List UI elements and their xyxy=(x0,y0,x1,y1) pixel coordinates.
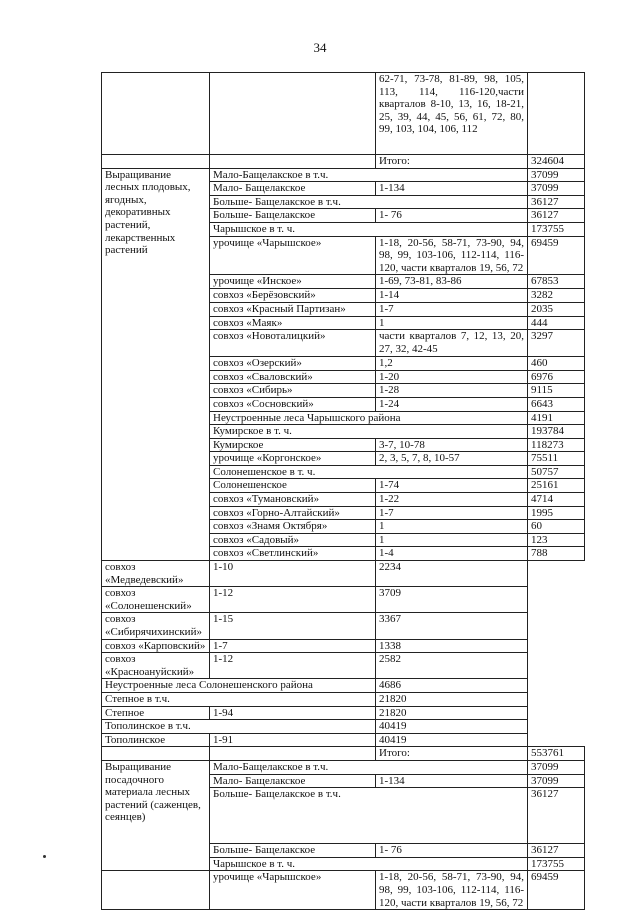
object-name-cell: совхоз «Светлинский» xyxy=(210,547,376,561)
section-name-cell: Выращивание посадочного материала лесных растений (саженцев, сеянцев) xyxy=(102,760,210,870)
quarters-cell: части кварталов 7, 12, 13, 20, 27, 32, 42-45 xyxy=(376,330,528,357)
quarters-cell: 1-69, 73-81, 83-86 xyxy=(376,275,528,289)
object-name-cell: совхоз «Берёзовский» xyxy=(210,289,376,303)
quarters-cell: 1-18, 20-56, 58-71, 73-90, 94, 98, 99, 103-106, 112-114, 116-120, части кварталов 19, 56, 72 xyxy=(376,236,528,275)
section-cell xyxy=(102,871,210,910)
object-name-cell: Тополинское в т.ч. xyxy=(102,720,376,734)
area-cell: 1338 xyxy=(376,639,528,653)
table-row xyxy=(102,613,585,639)
quarters-cell: 1-7 xyxy=(210,639,376,653)
object-name-cell: совхоз «Сосновский» xyxy=(210,397,376,411)
area-cell: 6643 xyxy=(528,397,585,411)
area-cell: 2582 xyxy=(376,653,528,679)
table-row xyxy=(102,871,585,910)
area-cell: 173755 xyxy=(528,857,585,871)
quarters-cell: 62-71, 73-78, 81-89, 98, 105, 113, 114, 116-120,части кварталов 8-10, 13, 16, 18-21, 25, 39, 44, 45, 56, 61, 72, 80, 99, 103, 104, 106, 112 xyxy=(376,73,528,155)
total-value: 324604 xyxy=(528,155,585,169)
object-name-cell: Больше- Бащелакское xyxy=(210,844,376,858)
quarters-cell: 1-18, 20-56, 58-71, 73-90, 94, 98, 99, 103-106, 112-114, 116-120, части кварталов 19, 56, 72 xyxy=(376,871,528,910)
table-row xyxy=(102,155,585,169)
object-name-cell: совхоз «Маяк» xyxy=(210,316,376,330)
table-row xyxy=(102,679,585,693)
quarters-cell: 1-22 xyxy=(376,493,528,507)
area-cell: 444 xyxy=(528,316,585,330)
object-name-cell: совхоз «Солонешенский» xyxy=(102,587,210,613)
object-name-cell: Степное xyxy=(102,706,210,720)
table-row xyxy=(102,73,585,155)
object-name-cell: Чарышское в т. ч. xyxy=(210,222,528,236)
total-label: Итого: xyxy=(376,747,528,761)
area-cell: 4191 xyxy=(528,411,585,425)
object-name-cell: урочище «Чарышское» xyxy=(210,871,376,910)
area-cell: 40419 xyxy=(376,733,528,747)
table-row xyxy=(102,720,585,734)
area-cell: 21820 xyxy=(376,706,528,720)
object-name-cell: Кумирское в т. ч. xyxy=(210,425,528,439)
object-name-cell: совхоз «Знамя Октября» xyxy=(210,520,376,534)
area-cell: 173755 xyxy=(528,222,585,236)
area-cell: 9115 xyxy=(528,384,585,398)
object-name-cell: Степное в т.ч. xyxy=(102,692,376,706)
quarters-cell: 1 xyxy=(376,520,528,534)
quarters-cell: 1-7 xyxy=(376,506,528,520)
table-row xyxy=(102,561,585,587)
area-cell: 69459 xyxy=(528,236,585,275)
quarters-cell: 1,2 xyxy=(376,357,528,371)
area-cell: 75511 xyxy=(528,452,585,466)
total-label: Итого: xyxy=(376,155,528,169)
area-cell: 21820 xyxy=(376,692,528,706)
object-name-cell: Больше- Бащелакское xyxy=(210,209,376,223)
quarters-cell: 1-10 xyxy=(210,561,376,587)
area-cell xyxy=(528,73,585,155)
quarters-cell: 1-7 xyxy=(376,302,528,316)
object-name-cell: Солонешенское xyxy=(210,479,376,493)
object-name-cell: совхоз «Горно-Алтайский» xyxy=(210,506,376,520)
section-cell xyxy=(102,73,210,155)
area-cell: 3709 xyxy=(376,587,528,613)
quarters-cell: 1-94 xyxy=(210,706,376,720)
quarters-cell: 3-7, 10-78 xyxy=(376,438,528,452)
object-name-cell: Солонешенское в т. ч. xyxy=(210,465,528,479)
area-cell: 67853 xyxy=(528,275,585,289)
table-row xyxy=(102,168,585,182)
quarters-cell: 1-28 xyxy=(376,384,528,398)
area-cell: 3367 xyxy=(376,613,528,639)
object-name-cell: совхоз «Сваловский» xyxy=(210,370,376,384)
object-name-cell: Мало-Бащелакское в т.ч. xyxy=(210,760,528,774)
area-cell: 50757 xyxy=(528,465,585,479)
section-cell xyxy=(102,747,210,761)
quarters-cell: 1-24 xyxy=(376,397,528,411)
area-cell: 4714 xyxy=(528,493,585,507)
area-cell: 6976 xyxy=(528,370,585,384)
object-name-cell: совхоз «Сибирь» xyxy=(210,384,376,398)
area-cell: 37099 xyxy=(528,774,585,788)
quarters-cell: 1-20 xyxy=(376,370,528,384)
object-name-cell: Неустроенные леса Солонешенского района xyxy=(102,679,376,693)
area-cell: 3297 xyxy=(528,330,585,357)
table-row xyxy=(102,747,585,761)
area-cell: 3282 xyxy=(528,289,585,303)
table-row xyxy=(102,653,585,679)
area-cell: 118273 xyxy=(528,438,585,452)
area-cell: 69459 xyxy=(528,871,585,910)
page-number: 34 xyxy=(313,40,327,55)
quarters-cell: 1-14 xyxy=(376,289,528,303)
object-name-cell: совхоз «Карповский» xyxy=(102,639,210,653)
section-cell xyxy=(102,155,210,169)
page-mark xyxy=(43,855,46,858)
object-name-cell: совхоз «Озерский» xyxy=(210,357,376,371)
area-cell: 2035 xyxy=(528,302,585,316)
object-name-cell xyxy=(210,747,376,761)
object-name-cell: Мало-Бащелакское в т.ч. xyxy=(210,168,528,182)
area-cell: 60 xyxy=(528,520,585,534)
object-name-cell: совхоз «Красный Партизан» xyxy=(210,302,376,316)
object-name-cell xyxy=(210,155,376,169)
object-name-cell: урочище «Коргонское» xyxy=(210,452,376,466)
object-name-cell: совхоз «Садовый» xyxy=(210,533,376,547)
object-name-cell: совхоз «Тумановский» xyxy=(210,493,376,507)
quarters-cell: 1-91 xyxy=(210,733,376,747)
area-cell: 37099 xyxy=(528,168,585,182)
object-name-cell: Кумирское xyxy=(210,438,376,452)
object-name-cell xyxy=(210,73,376,155)
quarters-cell: 1- 76 xyxy=(376,844,528,858)
quarters-cell: 1-74 xyxy=(376,479,528,493)
quarters-cell: 1- 76 xyxy=(376,209,528,223)
area-cell: 36127 xyxy=(528,195,585,209)
quarters-cell: 1-4 xyxy=(376,547,528,561)
area-cell: 36127 xyxy=(528,844,585,858)
object-name-cell: совхоз «Сибирячихинский» xyxy=(102,613,210,639)
object-name-cell: Больше- Бащелакское в т.ч. xyxy=(210,195,528,209)
area-cell: 193784 xyxy=(528,425,585,439)
area-cell: 4686 xyxy=(376,679,528,693)
quarters-cell: 1-15 xyxy=(210,613,376,639)
area-cell: 36127 xyxy=(528,209,585,223)
object-name-cell: Больше- Бащелакское в т.ч. xyxy=(210,788,528,844)
total-value: 553761 xyxy=(528,747,585,761)
quarters-cell: 1-12 xyxy=(210,653,376,679)
quarters-cell: 1-134 xyxy=(376,774,528,788)
table-row xyxy=(102,692,585,706)
quarters-cell: 1-134 xyxy=(376,182,528,196)
table-row xyxy=(102,706,585,720)
object-name-cell: совхоз «Новоталицкий» xyxy=(210,330,376,357)
area-cell: 40419 xyxy=(376,720,528,734)
area-cell: 788 xyxy=(528,547,585,561)
area-cell: 36127 xyxy=(528,788,585,844)
quarters-cell: 1 xyxy=(376,533,528,547)
table-row xyxy=(102,760,585,774)
object-name-cell: Тополинское xyxy=(102,733,210,747)
area-cell: 1995 xyxy=(528,506,585,520)
object-name-cell: урочище «Чарышское» xyxy=(210,236,376,275)
area-cell: 2234 xyxy=(376,561,528,587)
table-row xyxy=(102,639,585,653)
object-name-cell: урочище «Инское» xyxy=(210,275,376,289)
area-cell: 37099 xyxy=(528,182,585,196)
area-cell: 460 xyxy=(528,357,585,371)
table-row xyxy=(102,733,585,747)
table-body xyxy=(102,73,585,910)
section-name-cell: Выращивание лесных плодовых, ягодных, декоративных растений, лекарственных растений xyxy=(102,168,210,560)
object-name-cell: совхоз «Красноануйский» xyxy=(102,653,210,679)
object-name-cell: Мало- Бащелакское xyxy=(210,774,376,788)
area-cell: 25161 xyxy=(528,479,585,493)
quarters-cell: 2, 3, 5, 7, 8, 10-57 xyxy=(376,452,528,466)
quarters-cell: 1-12 xyxy=(210,587,376,613)
table-row xyxy=(102,587,585,613)
object-name-cell: Неустроенные леса Чарышского района xyxy=(210,411,528,425)
object-name-cell: совхоз «Медведевский» xyxy=(102,561,210,587)
quarters-cell: 1 xyxy=(376,316,528,330)
object-name-cell: Чарышское в т. ч. xyxy=(210,857,528,871)
object-name-cell: Мало- Бащелакское xyxy=(210,182,376,196)
area-cell: 123 xyxy=(528,533,585,547)
area-cell: 37099 xyxy=(528,760,585,774)
forest-use-table xyxy=(101,72,585,910)
